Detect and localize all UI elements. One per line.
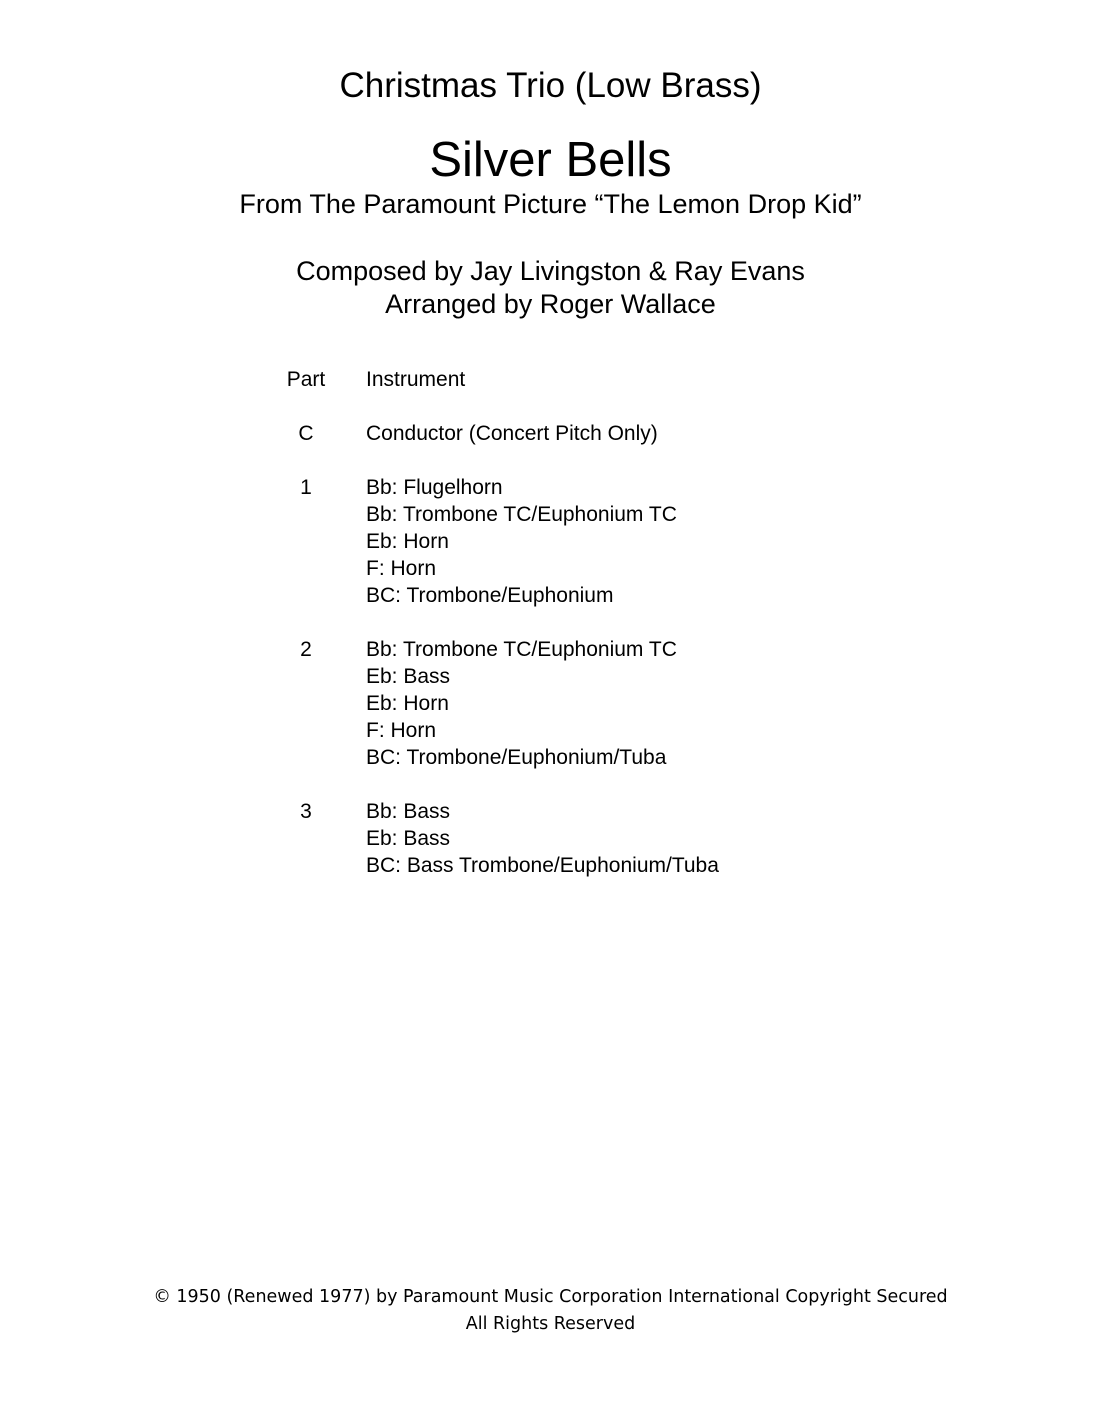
series-title: Christmas Trio (Low Brass): [339, 66, 762, 105]
instrument-item: Bb: Flugelhorn: [366, 476, 503, 499]
instrument-item: BC: Trombone/Euphonium: [366, 584, 614, 607]
arranger-credit: Arranged by Roger Wallace: [385, 289, 716, 319]
rights-notice: All Rights Reserved: [465, 1314, 636, 1334]
instrument-item: BC: Trombone/Euphonium/Tuba: [366, 746, 667, 769]
instrument-list: [366, 474, 677, 609]
part-row-2: [280, 636, 719, 771]
instrument-item: Eb: Horn: [366, 692, 449, 715]
song-subtitle: From The Paramount Picture “The Lemon Drop Kid”: [239, 189, 862, 219]
instrument-item: Eb: Bass: [366, 827, 451, 850]
instrument-column-header: Instrument: [366, 368, 466, 391]
copyright-footer: [0, 1284, 1101, 1338]
part-label: 3: [300, 800, 312, 823]
part-row-3: [280, 798, 719, 879]
song-title: Silver Bells: [429, 133, 672, 187]
instrument-item: Eb: Bass: [366, 665, 451, 688]
part-column-header: Part: [286, 368, 326, 391]
instrument-item: Eb: Horn: [366, 530, 449, 553]
part-label: 1: [300, 476, 312, 499]
instrument-item: F: Horn: [366, 557, 437, 580]
copyright-notice: © 1950 (Renewed 1977) by Paramount Music Corporation International Copyright Secured: [153, 1287, 948, 1307]
parts-table-header: [280, 366, 719, 393]
instrument-item: F: Horn: [366, 719, 437, 742]
instrument-list: [366, 798, 719, 879]
instrument-item: Bb: Trombone TC/Euphonium TC: [366, 503, 677, 526]
part-row-c: [280, 420, 719, 447]
instrument-list: [366, 420, 658, 447]
part-row-1: [280, 474, 719, 609]
composer-credit: Composed by Jay Livingston & Ray Evans: [296, 256, 805, 286]
instrument-item: Bb: Trombone TC/Euphonium TC: [366, 638, 677, 661]
instrument-item: Bb: Bass: [366, 800, 451, 823]
instrument-list: [366, 636, 677, 771]
part-label: C: [298, 422, 314, 445]
instrument-item: BC: Bass Trombone/Euphonium/Tuba: [366, 854, 719, 877]
part-label: 2: [300, 638, 312, 661]
instrument-item: Conductor (Concert Pitch Only): [366, 422, 658, 445]
parts-table: [280, 366, 719, 906]
